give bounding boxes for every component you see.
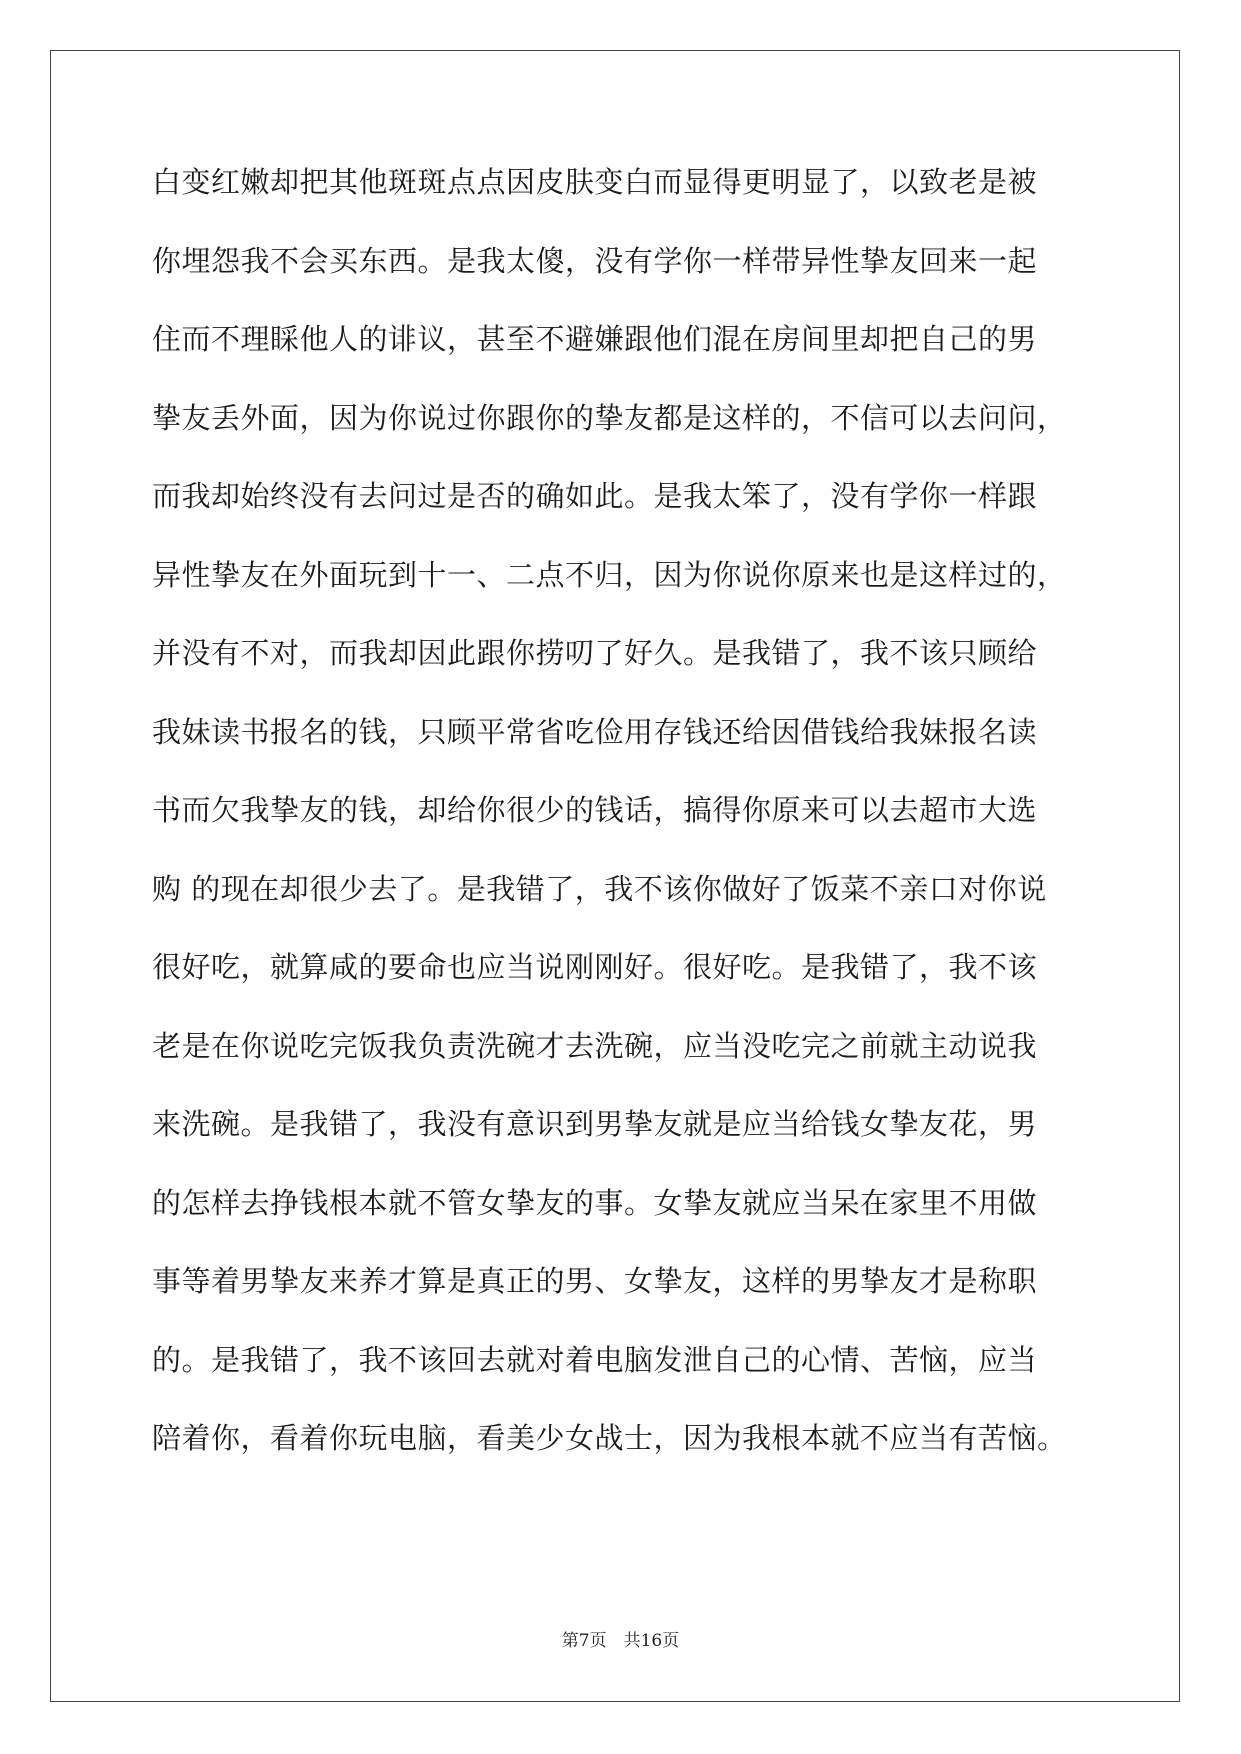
- text-line: 并没有不对，而我却因此跟你捞叨了好久。是我错了，我不该只顾给: [152, 636, 1038, 670]
- text-line: 老是在你说吃完饭我负责洗碗才去洗碗，应当没吃完之前就主动说我: [152, 1028, 1038, 1063]
- text-line: 白变红嫩却把其他斑斑点点因皮肤变白而显得更明显了，以致老是被: [152, 165, 1038, 199]
- text-line: 异性挚友在外面玩到十一、二点不归，因为你说你原来也是这样过的，: [152, 557, 1067, 592]
- text-line: 来洗碗。是我错了，我没有意识到男挚友就是应当给钱女挚友花，男: [152, 1107, 1038, 1141]
- text-line: 挚友丢外面，因为你说过你跟你的挚友都是这样的，不信可以去问问，: [152, 400, 1067, 435]
- text-line: 的。是我错了，我不该回去就对着电脑发泄自己的心情、苦恼，应当: [152, 1342, 1038, 1377]
- text-line: 住而不理睬他人的诽议，甚至不避嫌跟他们混在房间里却把自己的男: [152, 322, 1038, 356]
- text-line: 很好吃，就算咸的要命也应当说刚刚好。很好吃。是我错了，我不该: [152, 950, 1038, 984]
- text-line: 事等着男挚友来养才算是真正的男、女挚友，这样的男挚友才是称职: [152, 1264, 1038, 1298]
- text-line: 你埋怨我不会买东西。是我太傻，没有学你一样带异性挚友回来一起: [152, 243, 1038, 278]
- text-line: 我妹读书报名的钱，只顾平常省吃俭用存钱还给因借钱给我妹报名读: [152, 714, 1038, 749]
- text-line: 的怎样去挣钱根本就不管女挚友的事。女挚友就应当呆在家里不用做: [152, 1185, 1038, 1220]
- text-line: 陪着你，看着你玩电脑，看美少女战士，因为我根本就不应当有苦恼。: [152, 1421, 1067, 1455]
- text-line: 书而欠我挚友的钱，却给你很少的钱话，搞得你原来可以去超市大选: [152, 793, 1038, 827]
- text-line: 购 的现在却很少去了。是我错了，我不该你做好了饭菜不亲口对你说: [152, 871, 1047, 906]
- page-number-footer: 第7页 共16页: [561, 1631, 680, 1651]
- text-line: 而我却始终没有去问过是否的确如此。是我太笨了，没有学你一样跟: [152, 479, 1038, 513]
- document-body: [152, 152, 1102, 1487]
